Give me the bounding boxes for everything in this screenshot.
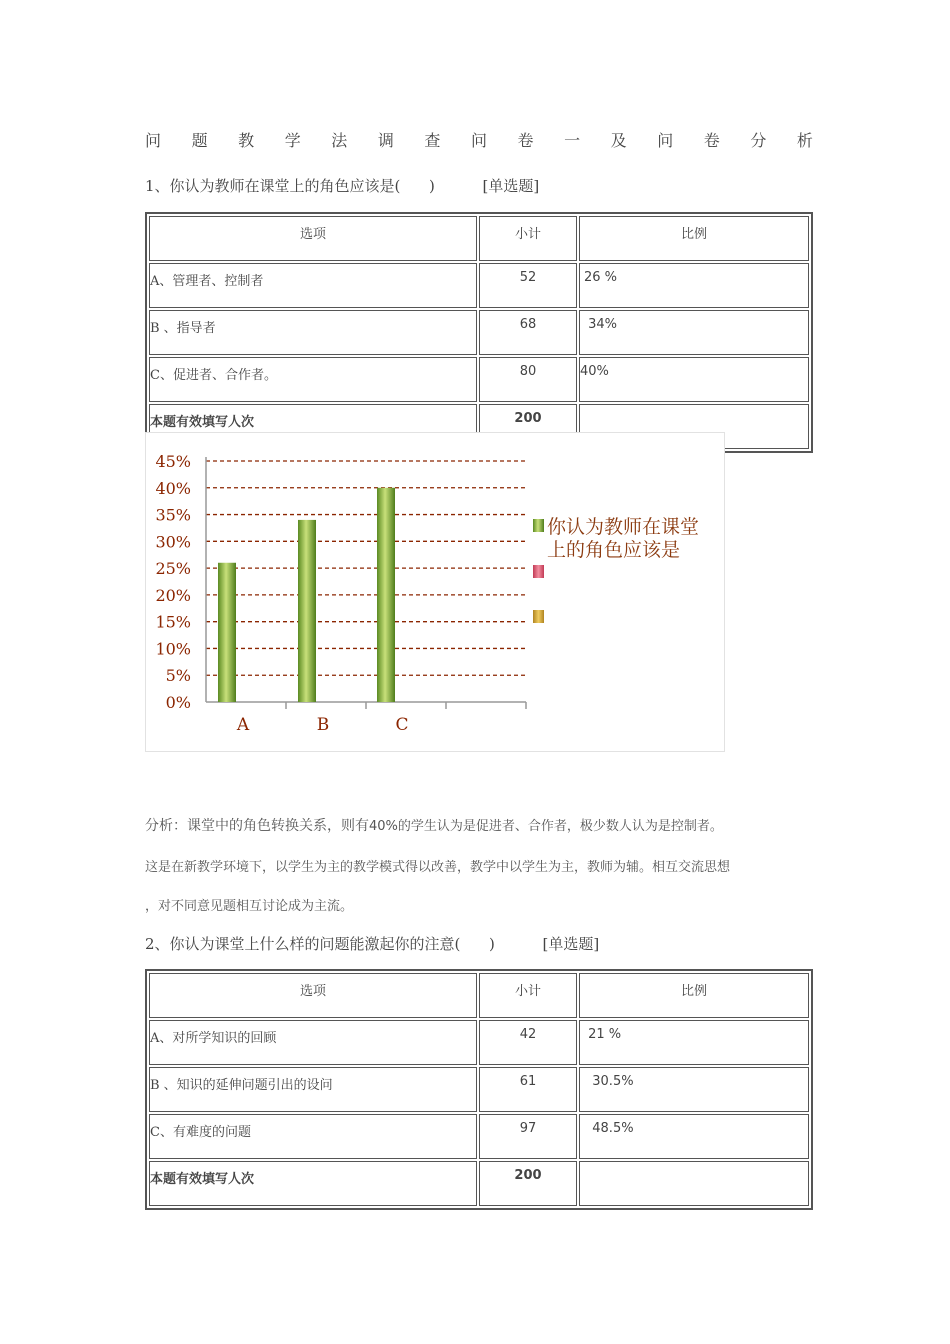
header-ratio: 比例 [579,216,809,261]
document-title [145,128,813,151]
table-row [149,1020,809,1065]
x-tick-label: B [316,715,330,735]
title-char: 及 [610,131,627,150]
y-tick-label: 15% [155,612,191,632]
title-char: 题 [191,131,208,150]
y-tick-label: 20% [155,585,191,605]
title-char: 卷 [517,131,534,150]
table-row [149,1067,809,1112]
table-row [149,357,809,402]
table-header-row [149,973,809,1018]
chart-container [145,432,725,752]
title-char: 调 [377,131,394,150]
question-1-text: 1、你认为教师在课堂上的角色应该是( ) [单选题] [145,177,540,195]
header-count: 小计 [479,973,577,1018]
analysis-line-1 [145,815,723,835]
question-1-table [145,212,813,453]
title-char: 卷 [703,131,720,150]
bar [218,563,236,702]
ratio-cell: 48.5% [579,1114,809,1159]
title-char: 析 [796,131,813,150]
x-tick-label: C [395,715,409,735]
analysis-suffix: 的学生认为是促进者、合作者，极少数人认为是控制者。 [397,819,723,834]
header-ratio: 比例 [579,973,809,1018]
title-char: 问 [470,131,487,150]
title-char: 法 [331,131,348,150]
analysis-percent: 40% [369,819,398,834]
count-cell: 42 [479,1020,577,1065]
legend-swatch [533,519,544,532]
bar [298,520,316,702]
footer-label: 本题有效填写人次 [149,404,477,449]
option-cell: B 、指导者 [149,310,477,355]
legend-label: 上的角色应该是 [547,539,681,561]
y-tick-label: 5% [165,666,191,686]
legend-swatch [533,565,544,578]
title-char: 教 [238,131,255,150]
legend-swatch [533,610,544,623]
ratio-cell: 26 % [579,263,809,308]
bar [377,488,395,702]
option-cell: B 、知识的延伸问题引出的设问 [149,1067,477,1112]
header-option: 选项 [149,216,477,261]
title-char: 一 [564,131,581,150]
ratio-cell: 21 % [579,1020,809,1065]
y-tick-label: 30% [155,532,191,552]
question-2-table [145,969,813,1210]
x-tick-label: A [236,715,250,735]
y-tick-label: 25% [155,559,191,579]
footer-count: 200 [479,1161,577,1206]
ratio-cell: 30.5% [579,1067,809,1112]
table-header-row [149,216,809,261]
analysis-line-3: ，对不同意见题相互讨论成为主流。 [145,899,354,914]
table-row [149,310,809,355]
table-row [149,263,809,308]
ratio-cell: 40% [579,357,809,402]
count-cell: 52 [479,263,577,308]
footer-ratio [579,1161,809,1206]
count-cell: 68 [479,310,577,355]
option-cell: C、有难度的问题 [149,1114,477,1159]
ratio-cell: 34% [579,310,809,355]
y-tick-label: 10% [155,639,191,659]
footer-label: 本题有效填写人次 [149,1161,477,1206]
option-cell: A、管理者、控制者 [149,263,477,308]
title-char: 问 [145,131,162,150]
bar-chart [146,433,724,751]
count-cell: 97 [479,1114,577,1159]
option-cell: C、促进者、合作者。 [149,357,477,402]
option-cell: A、对所学知识的回顾 [149,1020,477,1065]
y-tick-label: 40% [155,478,191,498]
question-2-text: 2、你认为课堂上什么样的问题能激起你的注意( ) [单选题] [145,935,600,953]
y-tick-label: 35% [155,505,191,525]
count-cell: 80 [479,357,577,402]
table-footer-row [149,1161,809,1206]
footer-count: 200 [479,404,577,449]
header-option: 选项 [149,973,477,1018]
legend-label: 你认为教师在课堂 [547,516,700,538]
title-char: 查 [424,131,441,150]
title-char: 学 [284,131,301,150]
title-char: 分 [750,131,767,150]
count-cell: 61 [479,1067,577,1112]
y-tick-label: 45% [155,452,191,471]
header-count: 小计 [479,216,577,261]
analysis-line-2: 这是在新教学环境下，以学生为主的教学模式得以改善，教学中以学生为主，教师为辅。相互交流思想 [145,860,731,875]
title-char: 问 [657,131,674,150]
y-tick-label: 0% [165,693,191,712]
table-row [149,1114,809,1159]
analysis-prefix: 分析：课堂中的角色转换关系，则有 [145,818,369,834]
